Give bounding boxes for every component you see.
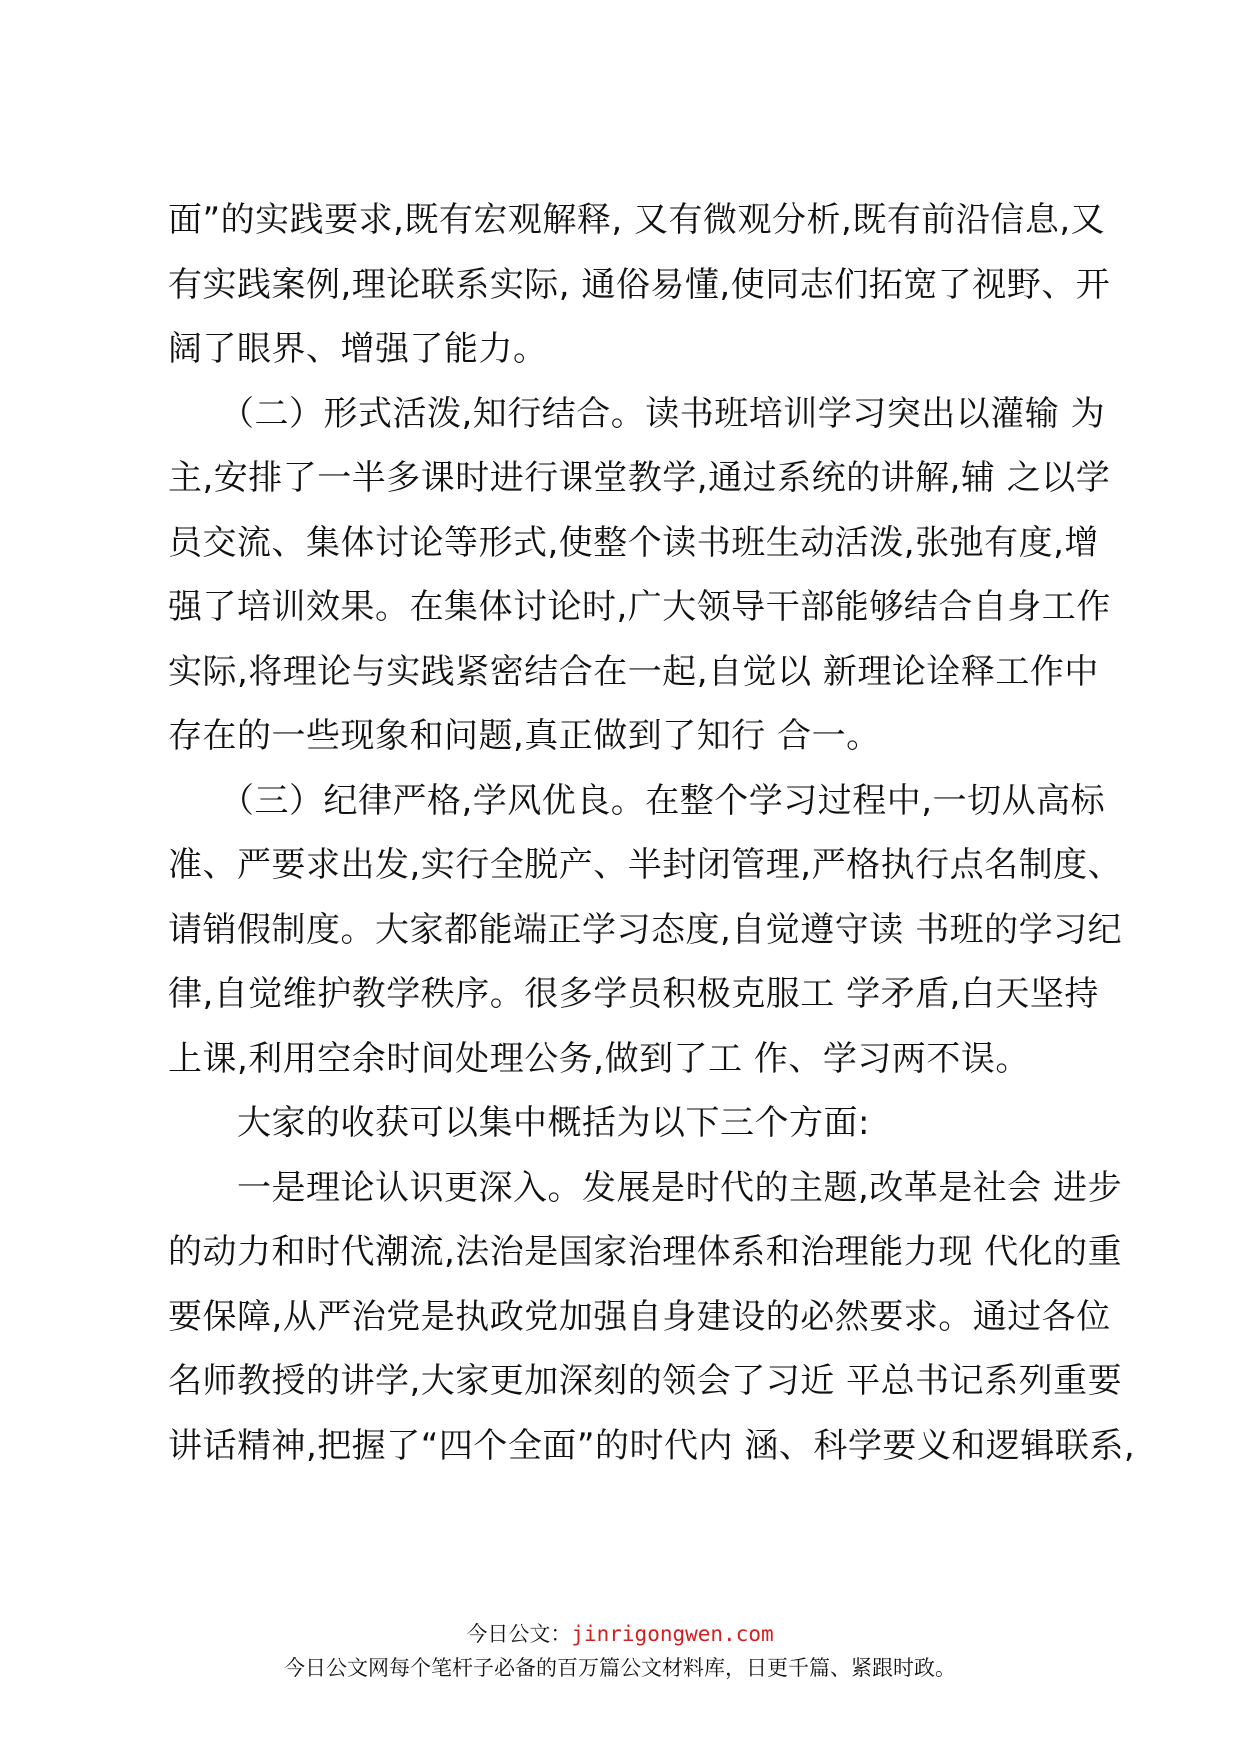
body-line-13: 律,自觉维护教学秩序。很多学员积极克服工 学矛盾,白天坚持 bbox=[168, 974, 1099, 1014]
body-line-1: 面”的实践要求,既有宏观解释, 又有微观分析,既有前沿信息,又 bbox=[168, 200, 1106, 240]
body-line-16: 一是理论认识更深入。发展是时代的主题,改革是社会 进步 bbox=[168, 1167, 1123, 1208]
body-line-18: 要保障,从严治党是执政党加强自身建设的必然要求。通过各位 bbox=[168, 1296, 1111, 1337]
footer-site-line bbox=[0, 1618, 1240, 1648]
body-line-7: 强了培训效果。在集体讨论时,广大领导干部能够结合自身工作 bbox=[168, 587, 1111, 627]
body-line-17: 的动力和时代潮流,法治是国家治理体系和治理能力现 代化的重 bbox=[168, 1232, 1123, 1272]
body-line-9: 存在的一些现象和问题,真正做到了知行 合一。 bbox=[168, 716, 881, 756]
footer-site-link[interactable]: jinrigongwen.com bbox=[571, 1622, 774, 1646]
body-line-2: 有实践案例,理论联系实际, 通俗易懂,使同志们拓宽了视野、开 bbox=[168, 264, 1111, 305]
footer-site-label: 今日公文： bbox=[466, 1622, 572, 1646]
body-line-14: 上课,利用空余时间处理公务,做到了工 作、学习两不误。 bbox=[168, 1038, 1030, 1079]
body-line-20: 讲话精神,把握了“四个全面”的时代内 涵、科学要义和逻辑联系, bbox=[168, 1425, 1136, 1466]
body-line-6: 员交流、集体讨论等形式,使整个读书班生动活泼,张弛有度,增 bbox=[168, 522, 1099, 563]
body-line-11: 准、严要求出发,实行全脱产、半封闭管理,严格执行点名制度、 bbox=[168, 845, 1123, 885]
body-line-10: （三）纪律严格,学风优良。在整个学习过程中,一切从高标 bbox=[168, 780, 1106, 821]
footer-tagline: 今日公文网每个笔杆子必备的百万篇公文材料库，日更千篇、紧跟时政。 bbox=[284, 1656, 956, 1680]
body-line-4: （二）形式活泼,知行结合。读书班培训学习突出以灌输 为 bbox=[168, 393, 1106, 434]
body-line-3: 阔了眼界、增强了能力。 bbox=[168, 329, 548, 369]
document-body bbox=[168, 188, 1136, 1478]
body-line-12: 请销假制度。大家都能端正学习态度,自觉遵守读 书班的学习纪 bbox=[168, 909, 1123, 950]
body-line-15: 大家的收获可以集中概括为以下三个方面: bbox=[168, 1103, 870, 1143]
body-line-5: 主,安排了一半多课时进行课堂教学,通过系统的讲解,辅 之以学 bbox=[168, 458, 1111, 498]
body-line-8: 实际,将理论与实践紧密结合在一起,自觉以 新理论诠释工作中 bbox=[168, 651, 1099, 692]
body-line-19: 名师教授的讲学,大家更加深刻的领会了习近 平总书记系列重要 bbox=[168, 1361, 1123, 1401]
